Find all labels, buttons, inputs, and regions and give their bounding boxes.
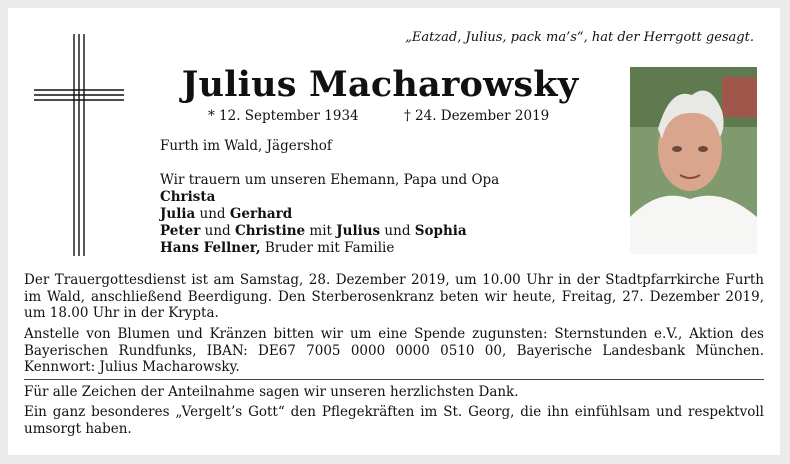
- conjunction: und: [195, 206, 230, 222]
- family-member: Julius: [336, 223, 381, 239]
- divider-line: [24, 379, 764, 380]
- family-member: Christine: [234, 223, 306, 239]
- special-thanks-paragraph: Ein ganz besonderes „Vergelt’s Gott“ den Pflegekräften im St. Georg, die ihn einfühlsam und respektvoll umsorgt haben.: [24, 404, 764, 437]
- family-member: Christa: [160, 189, 216, 205]
- motto-quote: „Eatzad, Julius, pack ma’s“, hat der Herrgott gesagt.: [405, 30, 754, 45]
- family-member: Peter: [160, 223, 201, 239]
- family-member: Julia: [160, 206, 196, 222]
- residence: Furth im Wald, Jägershof: [160, 138, 332, 154]
- family-line: [160, 223, 467, 240]
- family-member: Hans Fellner,: [160, 240, 261, 256]
- death-date: † 24. Dezember 2019: [404, 108, 550, 124]
- thanks-paragraph: Für alle Zeichen der Anteilnahme sagen wir unseren herzlichsten Dank.: [24, 384, 519, 400]
- obituary-card: [8, 8, 780, 455]
- family-line: [160, 240, 467, 257]
- family-member: Gerhard: [229, 206, 293, 222]
- mourning-line: Wir trauern um unseren Ehemann, Papa und Opa: [160, 172, 500, 188]
- family-list: [160, 189, 467, 257]
- donation-paragraph: Anstelle von Blumen und Kränzen bitten wir um eine Spende zugunsten: Sternstunden e.V., Aktion des Bayerischen Rundfunks, IBAN: DE67 7005 0000 0000 0510 00, Bayerische Landesbank München. Kennwort: Julius Macharowsky.: [24, 326, 764, 376]
- deceased-name: Julius Macharowsky: [181, 64, 579, 105]
- cross-icon: [34, 34, 126, 256]
- relation-text: Bruder mit Familie: [260, 240, 395, 256]
- birth-date: * 12. September 1934: [208, 108, 359, 124]
- portrait-photo: [630, 67, 757, 254]
- family-line: [160, 206, 467, 223]
- conjunction: und: [200, 223, 235, 239]
- family-line: [160, 189, 467, 206]
- conjunction: und: [380, 223, 415, 239]
- funeral-service-paragraph: Der Trauergottesdienst ist am Samstag, 28. Dezember 2019, um 10.00 Uhr in der Stadtpfarrkirche Furth im Wald, anschließend Beerdigung. Den Sterberosenkranz beten wir heute, Freitag, 27. Dezember 2019, um 18.00 Uhr in der Krypta.: [24, 272, 764, 322]
- family-member: Sophia: [414, 223, 467, 239]
- conjunction: mit: [305, 223, 337, 239]
